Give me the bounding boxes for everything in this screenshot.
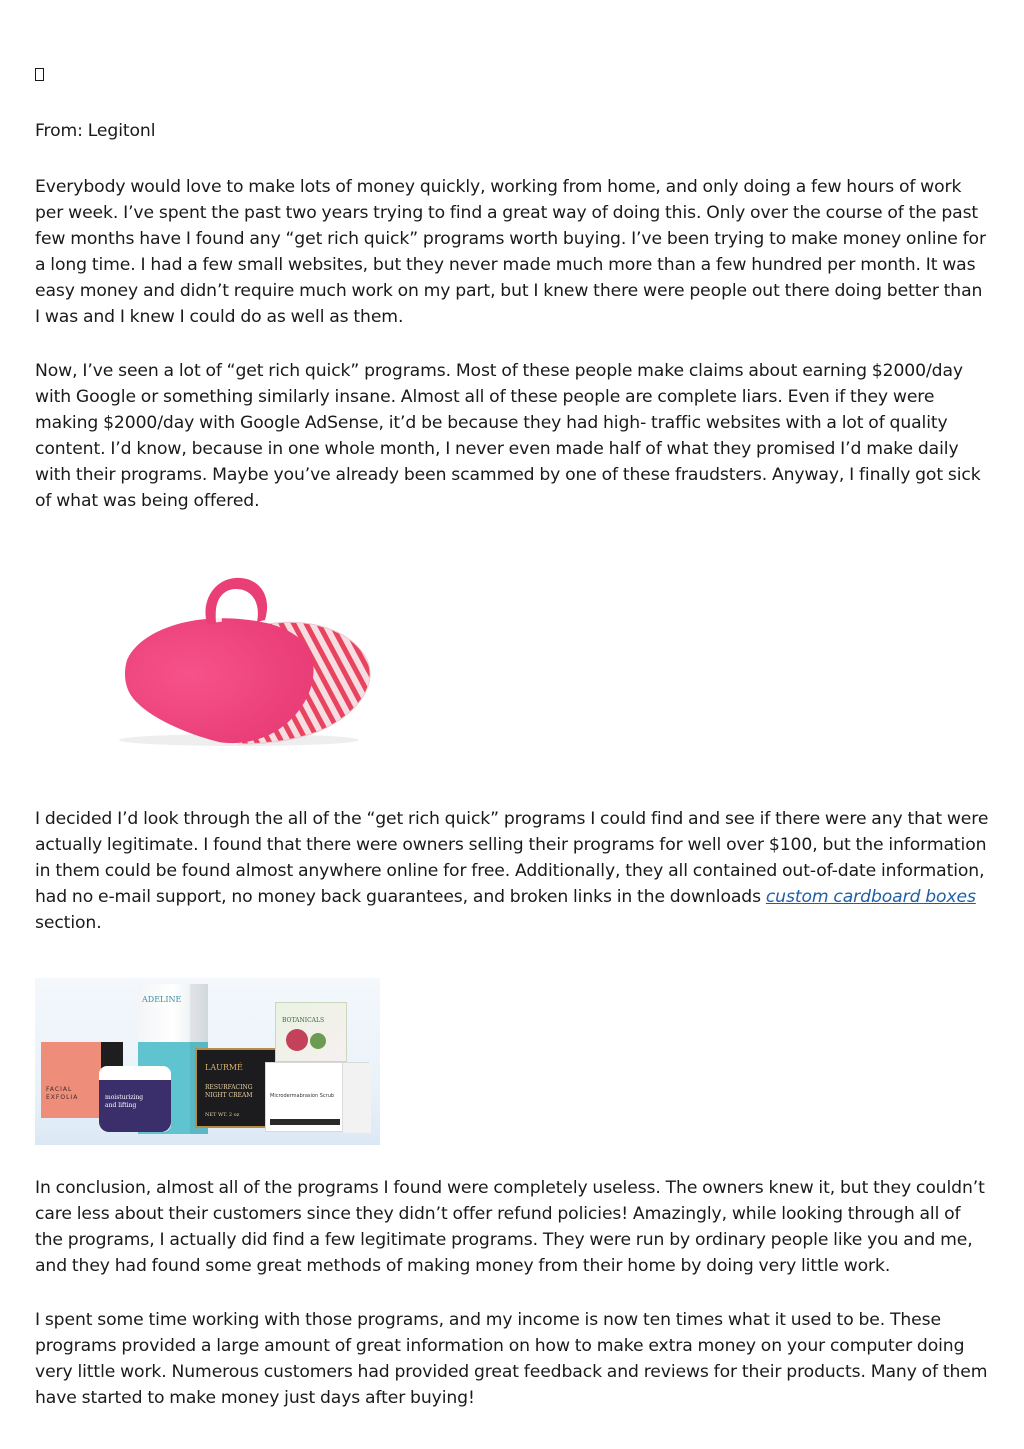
paragraph-decided-end: section. <box>35 913 102 933</box>
paragraph-income: I spent some time working with those programs, and my income is now ten times what it used to be. These programs provided a large amount of great information on how to make extra money on your computer doing very little work. Numerous customers had provided great feedback and reviews for their products. Many of them have started to make money just days after buying! <box>35 1310 988 1408</box>
botanicals-label: BOTANICALS <box>282 1017 325 1024</box>
exfolia-label: EXFOLIA <box>46 1094 79 1101</box>
net-wt-label: NET WT. 2 oz <box>205 1112 240 1118</box>
moisturizing-label: moisturizing <box>105 1094 144 1101</box>
botanicals-box <box>275 1002 347 1062</box>
microdermabrasion-label: Microdermabrasion Scrub <box>270 1093 335 1099</box>
facial-label: FACIAL <box>46 1086 73 1093</box>
pink-gift-box-image <box>89 572 389 748</box>
laurme-label: LAURMÉ <box>205 1063 243 1072</box>
custom-cardboard-boxes-link[interactable]: custom cardboard boxes <box>765 887 976 907</box>
paragraph-conclusion: In conclusion, almost all of the programs I found were completely useless. The owners knew it, but they couldn’t care less about their customers since they didn’t offer refund policies! Amazingly, while looking through all of the programs, I actually did find a few legitimate programs. They were run by ordinary people like you and me, and they had found some great methods of making money from their home by doing very little work. <box>35 1178 985 1276</box>
paragraph-get-rich-quick: Now, I’ve seen a lot of “get rich quick” programs. Most of these people make claims about earning $2000/day with Google or something similarly insane. Almost all of these people are complete liars. Even if they were making $2000/day with Google AdSense, it’d be because they had high- traffic websites with a lot of quality content. I’d know, because in one whole month, I never even made half of what they promised I’d make daily with their programs. Maybe you’ve already been scammed by one of these fraudsters. Anyway, I finally got sick of what was being offered. <box>35 361 981 511</box>
paragraph-decided <box>35 806 991 936</box>
product-boxes-image <box>35 978 380 1145</box>
resurfacing-label: RESURFACING <box>205 1084 253 1091</box>
missing-glyph-box-icon <box>35 68 44 81</box>
from-line: From: Legitonl <box>35 121 156 141</box>
adeline-label: ADELINE <box>142 995 182 1004</box>
microdermabrasion-box <box>265 1062 369 1132</box>
paragraph-decided-text: I decided I’d look through the all of the “get rich quick” programs I could find and see if there were any that were actually legitimate. I found that there were owners selling their programs for well over $100, but the information in them could be found almost anywhere online for free. Additionally, they all contained out-of-date information, had no e-mail support, no money back guarantees, and broken links in the downloads <box>35 809 989 907</box>
night-cream-label: NIGHT CREAM <box>205 1092 253 1099</box>
lifting-label: and lifting <box>105 1102 137 1109</box>
paragraph-intro: Everybody would love to make lots of money quickly, working from home, and only doing a few hours of work per week. I’ve spent the past two years trying to find a great way of doing this. Only over the course of the past few months have I found any “get rich quick” programs worth buying. I’ve been trying to make money online for a long time. I had a few small websites, but they never made much more than a few hundred per month. It was easy money and didn’t require much work on my part, but I knew there were people out there doing better than I was and I knew I could do as well as them. <box>35 177 986 327</box>
moisturizing-jar <box>99 1066 171 1132</box>
